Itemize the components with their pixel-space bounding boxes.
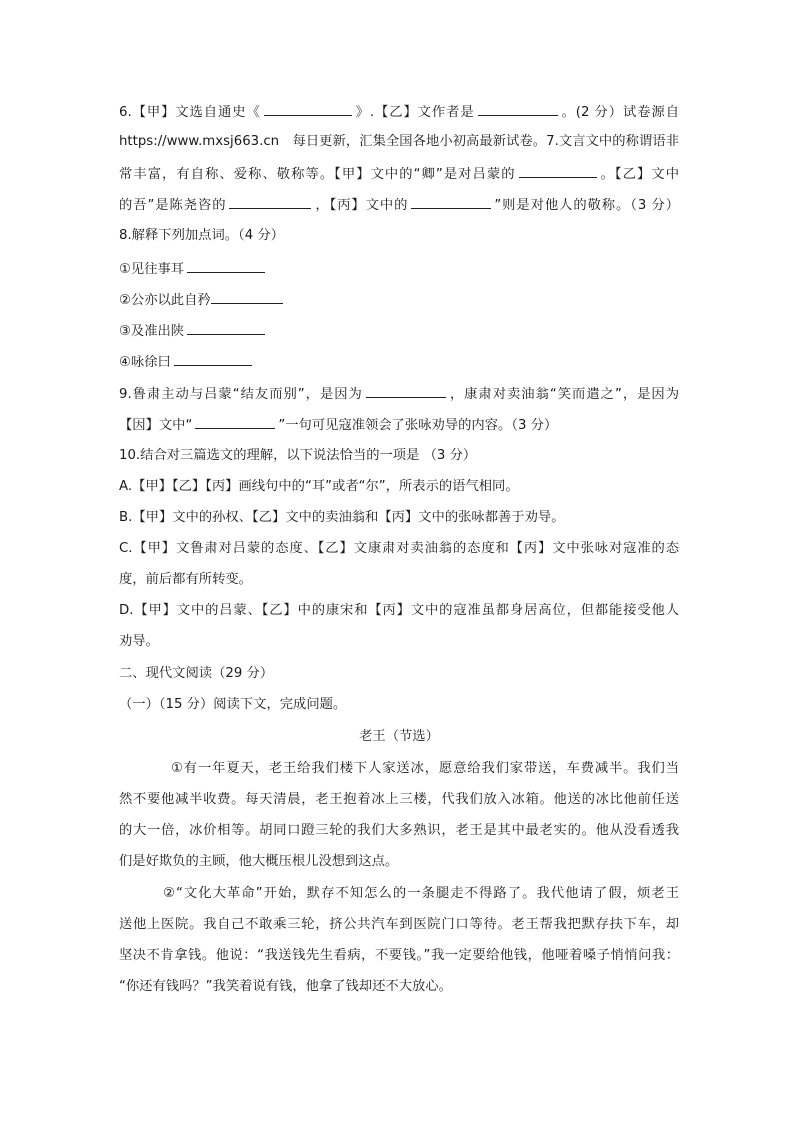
article-p2-line-4: “你还有钱吗？”我笑着说有钱，他拿了钱却还不大放心。 bbox=[119, 979, 452, 994]
answer-blank[interactable] bbox=[366, 383, 446, 398]
q9-line-2 bbox=[119, 414, 679, 436]
q7-text-d: ，【丙】文中的 bbox=[314, 198, 409, 213]
q9-line-1 bbox=[119, 383, 679, 405]
q8-item-4 bbox=[119, 351, 679, 373]
article-p2-line-1: ②“文化大革命”开始，默存不知怎么的一条腿走不得路了。我代他请了假，烦老王 bbox=[163, 886, 679, 901]
answer-blank[interactable] bbox=[195, 414, 275, 429]
q8-title: 8.解释下列加点词。（4 分） bbox=[119, 228, 284, 243]
q6-line-1 bbox=[119, 101, 679, 123]
answer-blank[interactable] bbox=[187, 320, 265, 335]
q7-text-a: 常丰富，有自称、爱称、敬称等。【甲】文中的“卿”是对吕蒙的 bbox=[119, 167, 516, 182]
q7-text-b: 。【乙】文中 bbox=[599, 167, 679, 182]
section-2-subtitle: （一）（15 分）阅读下文，完成问题。 bbox=[119, 697, 347, 712]
q10-option-c-line-1: C.【甲】文鲁肃对吕蒙的态度、【乙】文康肃对卖油翁的态度和【丙】文中张咏对寇准的态 bbox=[119, 541, 679, 556]
q9-text-d: ”一句可见寇准领会了张咏劝导的内容。（3 分） bbox=[278, 418, 558, 433]
q6-text-b: 》.【乙】文作者是 bbox=[354, 105, 475, 120]
article-p2-line-3: 坚决不肯拿钱。他说：“我送钱先生看病，不要钱。”我一定要给他钱，他哑着嗓子悄悄问我： bbox=[119, 948, 679, 963]
answer-blank[interactable] bbox=[519, 163, 597, 178]
q8-item-1 bbox=[119, 258, 679, 280]
answer-blank[interactable] bbox=[264, 101, 352, 116]
q6-text-a: 6.【甲】文选自通史《 bbox=[119, 105, 261, 120]
q9-text-c: 【因】文中“ bbox=[119, 418, 193, 433]
q8-item-2 bbox=[119, 289, 679, 311]
q10-option-c-line-2: 度，前后都有所转变。 bbox=[119, 572, 252, 587]
article-p2-line-2: 送他上医院。我自己不敢乘三轮，挤公共汽车到医院门口等待。老王帮我把默存扶下车，却 bbox=[119, 917, 679, 932]
q8-item-label: ④咏徐曰 bbox=[119, 355, 171, 370]
q6-text-c: 。(2 分）试卷源自 bbox=[560, 105, 679, 120]
q10-option-a: A.【甲】【乙】【丙】画线句中的“耳”或者“尔”，所表示的语气相同。 bbox=[119, 479, 519, 494]
answer-blank[interactable] bbox=[411, 194, 491, 209]
q10-option-d-line-1: D.【甲】文中的吕蒙、【乙】中的康宋和【丙】文中的寇准虽都身居高位，但都能接受他人 bbox=[119, 603, 679, 618]
q7-text-c: 的吾”是陈尧咨的 bbox=[119, 198, 227, 213]
q7-text-e: ”则是对他人的敬称。（3 分） bbox=[494, 198, 679, 213]
article-p1-line-3: 的大一倍，冰价相等。胡同口蹬三轮的我们大多熟识，老王是其中最老实的。他从没看透我 bbox=[119, 823, 679, 838]
q8-item-label: ②公亦以此自矜 bbox=[119, 293, 211, 308]
answer-blank[interactable] bbox=[478, 101, 558, 116]
q8-item-3 bbox=[119, 320, 679, 342]
q9-text-a: 9.鲁肃主动与吕蒙“结友而别”，是因为 bbox=[119, 387, 363, 402]
q7-line-1 bbox=[119, 163, 679, 185]
article-title: 老王（节选） bbox=[359, 729, 439, 744]
q9-text-b: ，康肃对卖油翁“笑而遣之”，是因为 bbox=[448, 387, 679, 402]
section-2-title: 二、现代文阅读（29 分） bbox=[119, 666, 274, 681]
q8-item-label: ①见往事耳 bbox=[119, 262, 185, 277]
answer-blank[interactable] bbox=[229, 194, 311, 209]
q7-line-2 bbox=[119, 194, 679, 216]
q6-line-2: https://www.mxsj663.cn 每日更新，汇集全国各地小初高最新试卷。7.文言文中的称谓语非 bbox=[119, 134, 679, 149]
article-p1-line-4: 们是好欺负的主顾，他大概压根儿没想到这点。 bbox=[119, 854, 399, 869]
answer-blank[interactable] bbox=[174, 351, 252, 366]
answer-blank[interactable] bbox=[187, 258, 265, 273]
article-p1-line-2: 然不要他减半收费。每天清晨，老王抱着冰上三楼，代我们放入冰箱。他送的冰比他前任送 bbox=[119, 792, 679, 807]
q8-item-label: ③及准出陕 bbox=[119, 324, 185, 339]
article-p1-line-1: ①有一年夏天，老王给我们楼下人家送冰，愿意给我们家带送，车费减半。我们当 bbox=[171, 761, 679, 776]
q10-title: 10.结合对三篇选文的理解，以下说法恰当的一项是 （3 分） bbox=[119, 448, 477, 463]
q10-option-b: B.【甲】文中的孙权、【乙】文中的卖油翁和【丙】文中的张咏都善于劝导。 bbox=[119, 510, 565, 525]
answer-blank[interactable] bbox=[211, 289, 283, 304]
q10-option-d-line-2: 劝导。 bbox=[119, 634, 159, 649]
